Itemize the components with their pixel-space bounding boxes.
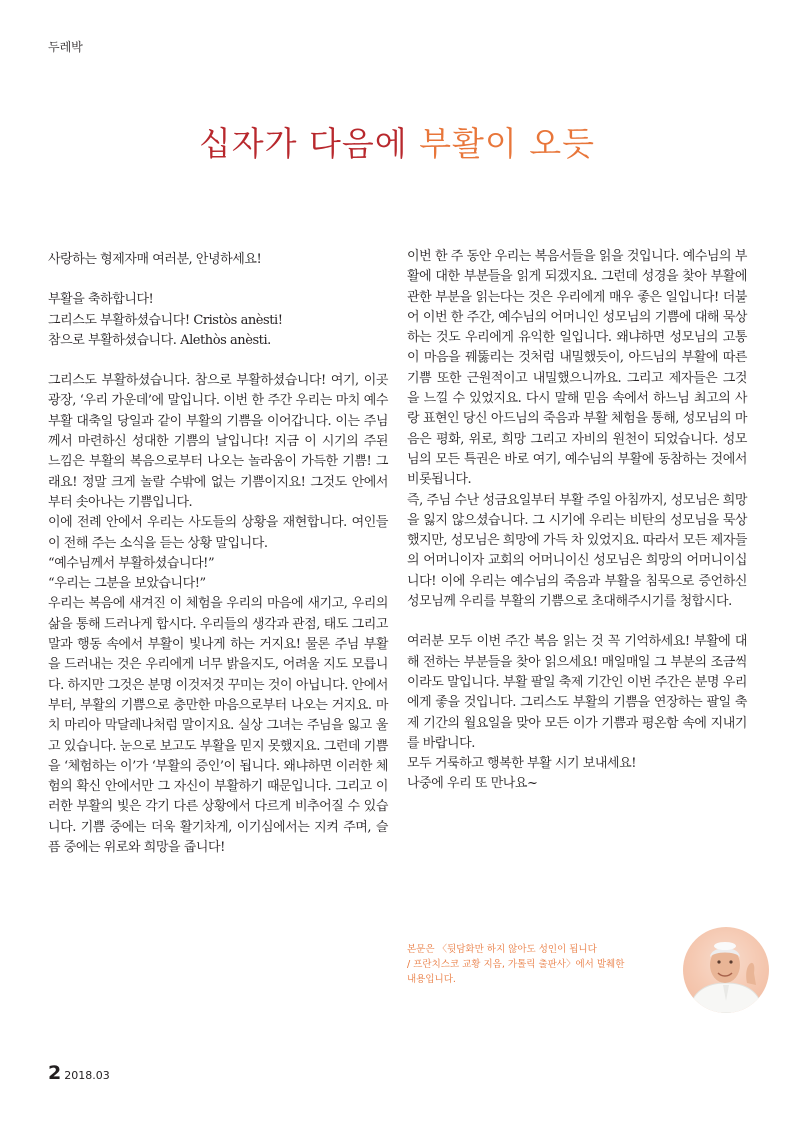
section-label: 두레박 — [48, 40, 83, 54]
easter-greeting-1: 부활을 축하합니다! — [48, 292, 154, 308]
body-paragraph: 이에 전례 안에서 우리는 사도들의 상황을 재현합니다. 여인들이 전해 주는 소식을 듣는 상황 말입니다. — [48, 515, 388, 551]
closing-line: 모두 거룩하고 행복한 부활 시기 보내세요! — [407, 756, 637, 772]
quote-line: “우리는 그분을 보았습니다!” — [48, 576, 206, 592]
quote-line: “예수님께서 부활하셨습니다!” — [48, 555, 215, 571]
body-paragraph: 이번 한 주 동안 우리는 복음서들을 읽을 것입니다. 예수님의 부활에 대한 부분들을 읽게 되겠지요. 그런데 성경을 찾아 부활에 관한 부분을 읽는다는 것은 우리에게 매우 좋은 일입니다! 더불어 이번 한 주간, 예수님의 어머니인 성모님의 기쁨에 대해 묵상하는 것도 우리에게 유익한 일입니다. 왜냐하면 성모님의 고통이 마음을 꿰뚫리는 것처럼 내밀했듯이, 아드님의 부활에 따른 기쁨 또한 근원적이고 내밀했으니까요. 그리고 제자들은 그것을 느낄 수 있었지요. 다시 말해 믿음 속에서 하느님 최고의 사랑 표현인 당신 아드님의 죽음과 부활 체험을 통해, 성모님의 마음은 평화, 위로, 희망 그리고 자비의 원천이 되었습니다. 성모님의 모든 특권은 바로 여기, 예수님의 부활에 동참하는 것에서 비롯됩니다. — [407, 249, 747, 488]
source-note-line: / 프란치스코 교황 지음, 가톨릭 출판사〉에서 발췌한 — [407, 959, 625, 970]
issue-date: 2018.03 — [64, 1069, 110, 1082]
easter-greeting-3: 참으로 부활하셨습니다. Alethòs anèsti. — [48, 332, 271, 348]
source-note-line: 본문은 〈뒷담화만 하지 않아도 성인이 됩니다 — [407, 944, 597, 955]
left-column — [48, 250, 388, 858]
closing-line: 나중에 우리 또 만나요~ — [407, 776, 538, 792]
article-title-part-1: 십자가 다음에 — [198, 124, 420, 163]
body-paragraph: 우리는 복음에 새겨진 이 체험을 우리의 마음에 새기고, 우리의 삶을 통해 드러나게 합시다. 우리들의 생각과 관점, 태도 그리고 말과 행동 속에서 부활이 빛나게 하는 거지요! 물론 주님 부활을 드러내는 것은 우리에게 너무 밝을지도, 어려울 지도 모릅니다. 하지만 그것은 분명 이것저것 꾸미는 것이 아닙니다. 안에서부터, 부활의 기쁨으로 충만한 마음으로부터 나오는 거지요. 마치 마리아 막달레나처럼 말이지요. 실상 그녀는 주님을 잃고 울고 있습니다. 눈으로 보고도 부활을 믿지 못했지요. 그런데 기쁨을 ‘체험하는 이’가 ‘부활의 증인’이 됩니다. 왜냐하면 이러한 체험의 확신 안에서만 그 자신이 부활하기 때문입니다. 그리고 이러한 부활의 빛은 각기 다른 상황에서 다르게 비추어질 수 있습니다. 기쁨 중에는 더욱 활기차게, 이기심에서는 지켜 주며, 슬픔 중에는 위로와 희망을 줍니다! — [48, 596, 388, 856]
source-note-line: 내용입니다. — [407, 974, 456, 985]
greeting: 사랑하는 형제자매 여러분, 안녕하세요! — [48, 252, 262, 267]
portrait-illustration — [683, 927, 769, 1013]
easter-greeting-2: 그리스도 부활하셨습니다! Cristòs anèsti! — [48, 312, 283, 328]
body-paragraph: 여러분 모두 이번 주간 복음 읽는 것 꼭 기억하세요! 부활에 대해 전하는 부분들을 찾아 읽으세요! 매일매일 그 부분의 조금씩이라도 말입니다. 부활 팔일 축제 기간인 이번 주간은 분명 우리에게 좋을 것입니다. 그리스도 부활의 기쁨을 연장하는 팔일 축제 기간의 월요일을 맞아 모든 이가 기쁨과 평온함 속에 지내기를 바랍니다. — [407, 634, 747, 751]
article-title-part-2: 부활이 오듯 — [419, 124, 596, 163]
article-title — [0, 118, 794, 165]
page-number: 2 — [48, 1062, 62, 1084]
body-paragraph: 그리스도 부활하셨습니다. 참으로 부활하셨습니다! 여기, 이곳 광장, ‘우리 가운데’에 말입니다. 이번 한 주간 우리는 마치 예수 부활 대축일 당일과 같이 부활의 기쁨을 이어갑니다. 이는 주님께서 마련하신 성대한 기쁨의 날입니다! 지금 이 시기의 주된 느낌은 부활의 복음으로부터 나오는 놀라움이 가득한 기쁨! 그래요! 정말 크게 놀랄 수밖에 없는 기쁨이지요! 그것도 안에서부터 솟아나는 기쁨입니다. — [48, 373, 388, 510]
page-footer — [48, 1062, 110, 1084]
right-column — [407, 247, 747, 795]
pope-portrait-photo — [683, 927, 769, 1013]
source-note — [407, 942, 637, 987]
body-paragraph: 즉, 주님 수난 성금요일부터 부활 주일 아침까지, 성모님은 희망을 잃지 않으셨습니다. 그 시기에 우리는 비탄의 성모님을 묵상했지만, 성모님은 희망에 가득 차 있었지요. 따라서 모든 제자들의 어머니이자 교회의 어머니이신 성모님은 희망의 어머니이십니다! 이에 우리는 예수님의 죽음과 부활을 침묵으로 증언하신 성모님께 우리를 부활의 기쁨으로 초대해주시기를 청합시다. — [407, 492, 747, 610]
